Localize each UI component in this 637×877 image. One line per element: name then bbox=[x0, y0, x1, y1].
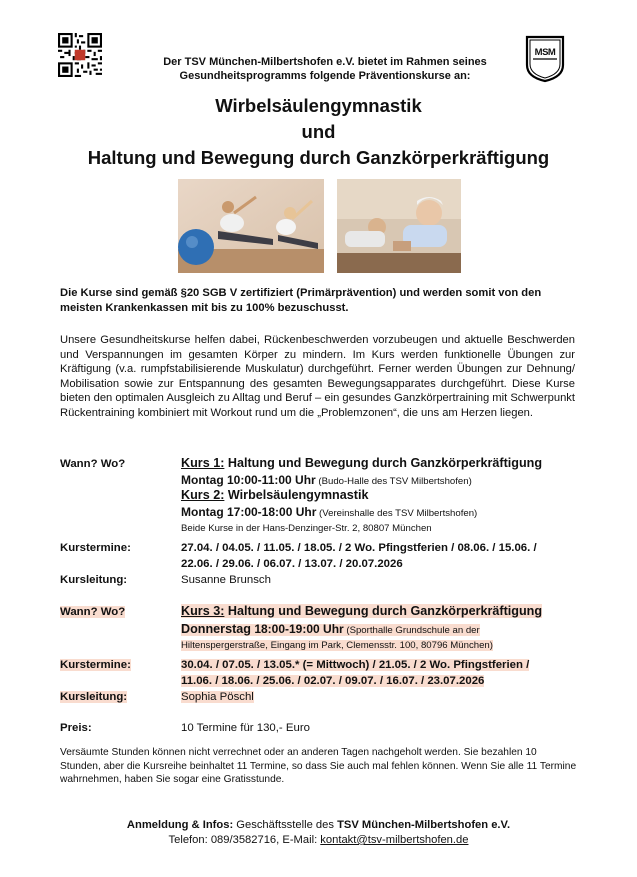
footer-contact bbox=[0, 818, 637, 848]
course-dates-1-line-1: 27.04. / 04.05. / 11.05. / 18.05. / 2 Wo. Pfingstferien / 08.06. / 15.06. / bbox=[181, 542, 537, 554]
course-1-time: 10:00-11:00 Uhr bbox=[223, 473, 316, 487]
course-3-place-line-2: Hiltenspergerstraße, Eingang im Park, Clemensstr. 100, 80796 München) bbox=[181, 640, 493, 651]
footer-prefix: Anmeldung & Infos: bbox=[126, 819, 234, 831]
course-dates-2-line-2: 11.06. / 18.06. / 25.06. / 02.07. / 09.07. / 16.07. / 23.07.2026 bbox=[181, 675, 485, 687]
course-2-schedule bbox=[181, 505, 477, 521]
both-courses-address: Beide Kurse in der Hans-Denzinger-Str. 2, 80807 München bbox=[181, 523, 432, 534]
course-1-place: (Budo-Halle des TSV Milbertshofen) bbox=[315, 476, 472, 487]
footer-email-link[interactable]: kontakt@tsv-milbertshofen.de bbox=[320, 834, 469, 846]
course-1-heading bbox=[181, 456, 542, 472]
label-dates-1: Kurstermine: bbox=[60, 542, 131, 554]
course-2-heading bbox=[181, 488, 368, 504]
course-dates-2-line-1: 30.04. / 07.05. / 13.05.* (= Mittwoch) / 21.05. / 2 Wo. Pfingstferien / bbox=[181, 659, 530, 671]
description-text: Unsere Gesundheitskurse helfen dabei, Rückenbeschwerden vorzubeugen und aktuelle Beschwerden und Verspannungen im gesamten Körper zu mindern. Im Kurs werden funktionelle Übungen zur Kräftigung (v.a. rumpfstabilisierende Muskulatur) durchgeführt. Ferner werden Übungen zur Dehnung/ Mobilisation sowie zur Entspannung des gesamten Bewegungsapparates durchgeführt. Diese Kurse bieten den optimalen Ausgleich zu Alltag und Beruf – ein gesundes Ganzkörpertraining mit Schwerpunkt Rückentraining kombiniert mit Workout rund um die „Problemzonen“, die uns am Herzen liegen. bbox=[60, 334, 575, 419]
course-dates-1-line-2: 22.06. / 29.06. / 06.07. / 13.07. / 20.07.2026 bbox=[181, 558, 403, 570]
title-line-3: Haltung und Bewegung durch Ganzkörperkräftigung bbox=[87, 147, 550, 168]
course-2-prefix: Kurs 2: bbox=[181, 488, 225, 502]
course-3-title: Haltung und Bewegung durch Ganzkörperkräftigung bbox=[224, 604, 543, 618]
course-1-prefix: Kurs 1: bbox=[181, 456, 225, 470]
course-3-time: 18:00-19:00 Uhr bbox=[250, 622, 344, 636]
footer-phone: Telefon: 089/3582716, E-Mail: bbox=[168, 834, 321, 846]
certification-text: Die Kurse sind gemäß §20 SGB V zertifiziert (Primärprävention) und werden somit von den meisten Krankenkassen mit bis zu 100% bezuschusst. bbox=[60, 287, 542, 314]
intro-line-1: Der TSV München-Milbertshofen e.V. bietet im Rahmen seines bbox=[163, 56, 487, 68]
intro-line-2: Gesundheitsprogramms folgende Präventionskurse an: bbox=[179, 70, 471, 82]
course-lead-1: Susanne Brunsch bbox=[181, 574, 271, 586]
course-3-schedule bbox=[181, 622, 480, 638]
course-3-prefix: Kurs 3: bbox=[181, 604, 225, 618]
course-3-place-1: (Sporthalle Grundschule an der bbox=[343, 625, 480, 636]
course-1-schedule bbox=[181, 473, 472, 489]
course-1-day: Montag bbox=[181, 473, 224, 487]
label-when-where-1: Wann? Wo? bbox=[60, 458, 126, 470]
course-1-title: Haltung und Bewegung durch Ganzkörperkräftigung bbox=[224, 456, 543, 470]
label-dates-2: Kurstermine: bbox=[60, 659, 131, 671]
footer-org: TSV München-Milbertshofen e.V. bbox=[337, 819, 511, 831]
course-2-title: Wirbelsäulengymnastik bbox=[224, 488, 369, 502]
intro-text bbox=[110, 55, 540, 83]
qr-code bbox=[58, 33, 102, 77]
course-2-daytime: Montag 17:00-18:00 Uhr bbox=[181, 505, 317, 519]
footer-middle: Geschäftsstelle des bbox=[233, 819, 338, 831]
exercise-photo-stretching bbox=[178, 179, 324, 273]
missed-sessions-note: Versäumte Stunden können nicht verrechnet oder an anderen Tagen nachgeholt werden. Sie bezahlen 10 Stunden, aber die Kursreihe beinhaltet 11 Termine, so dass Sie auch mal fehlen können. Wenn Sie alle 11 Termine wahrnehmen, haben Sie sogar eine Gratisstunde. bbox=[60, 747, 577, 786]
title-line-1: Wirbelsäulengymnastik bbox=[215, 95, 422, 116]
exercise-photo-plank bbox=[337, 179, 461, 273]
club-logo-text: MSM bbox=[534, 47, 556, 58]
label-lead-2: Kursleitung: bbox=[60, 691, 128, 703]
label-price: Preis: bbox=[60, 722, 92, 734]
price-value: 10 Termine für 130,- Euro bbox=[181, 722, 310, 734]
label-lead-1: Kursleitung: bbox=[60, 574, 128, 586]
course-lead-2: Sophia Pöschl bbox=[181, 691, 254, 703]
course-3-day: Donnerstag bbox=[181, 622, 251, 636]
title-line-2: und bbox=[301, 121, 336, 142]
course-3-heading bbox=[181, 604, 542, 620]
label-when-where-2: Wann? Wo? bbox=[60, 606, 126, 618]
course-2-place: (Vereinshalle des TSV Milbertshofen) bbox=[316, 508, 478, 519]
